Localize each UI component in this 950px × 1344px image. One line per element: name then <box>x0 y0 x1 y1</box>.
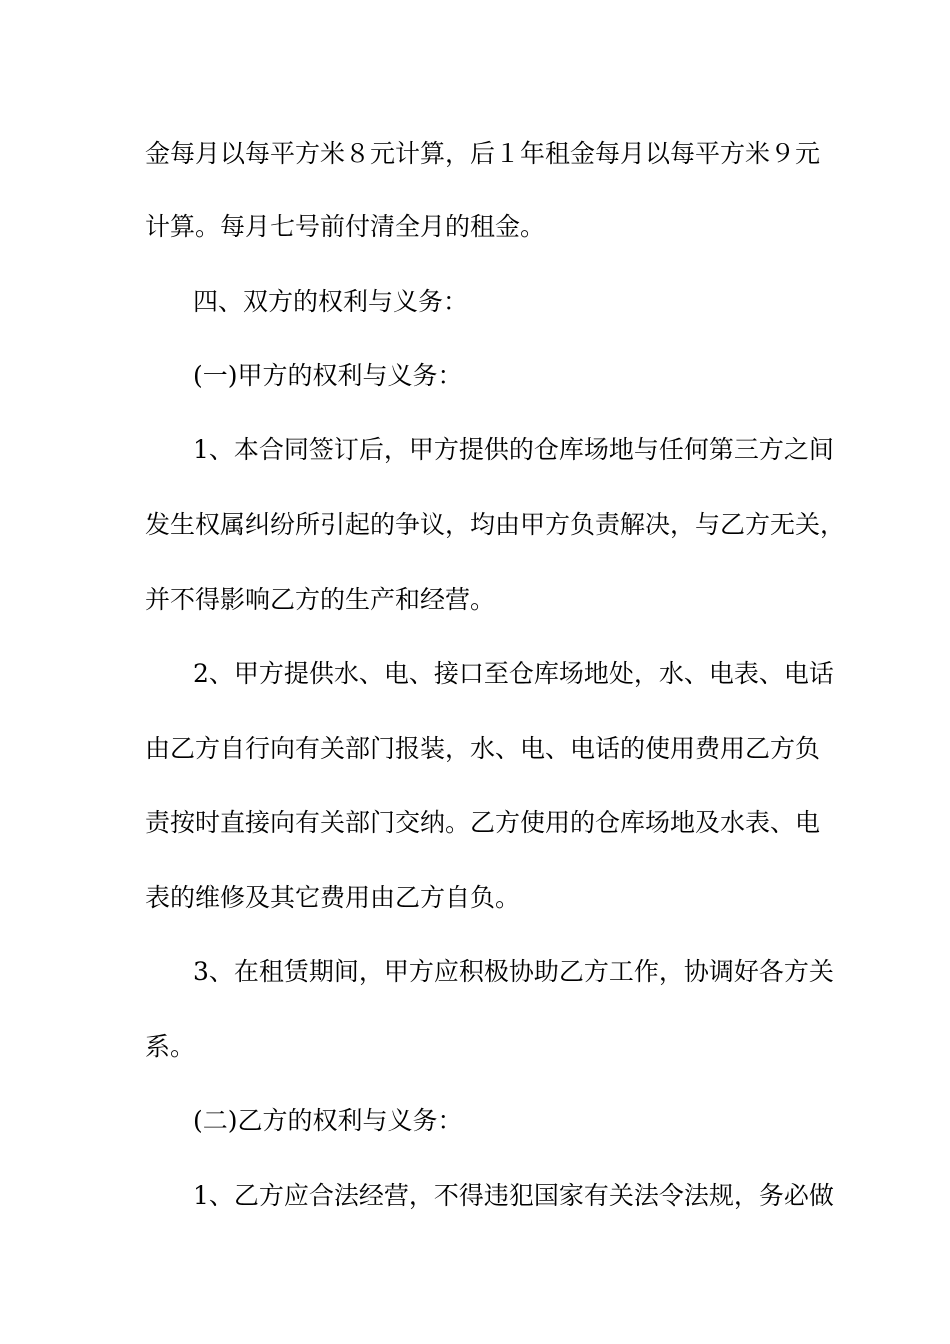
subsection-heading: (一)甲方的权利与义务： <box>193 361 463 390</box>
section-heading: 四、双方的权利与义务： <box>193 287 469 316</box>
paragraph-line: 金每月以每平方米８元计算，后１年租金每月以每平方米９元 <box>145 139 821 168</box>
paragraph-line: 表的维修及其它费用由乙方自负。 <box>145 883 521 912</box>
paragraph-line: 发生权属纠纷所引起的争议，均由甲方负责解决，与乙方无关， <box>145 510 846 539</box>
paragraph-line: 由乙方自行向有关部门报装，水、电、电话的使用费用乙方负 <box>145 734 821 763</box>
paragraph-line: 1、乙方应合法经营，不得违犯国家有关法令法规，务必做 <box>193 1181 834 1210</box>
subsection-heading: (二)乙方的权利与义务： <box>193 1106 463 1135</box>
paragraph-line: 并不得影响乙方的生产和经营。 <box>145 585 496 614</box>
paragraph-line: 责按时直接向有关部门交纳。乙方使用的仓库场地及水表、电 <box>145 808 821 837</box>
paragraph-line: 1、本合同签订后，甲方提供的仓库场地与任何第三方之间 <box>193 435 834 464</box>
paragraph-line: 3、在租赁期间，甲方应积极协助乙方工作，协调好各方关 <box>193 957 834 986</box>
paragraph-line: 计算。每月七号前付清全月的租金。 <box>145 212 546 241</box>
paragraph-line: 2、甲方提供水、电、接口至仓库场地处，水、电表、电话 <box>193 659 834 688</box>
paragraph-line: 系。 <box>145 1032 196 1061</box>
